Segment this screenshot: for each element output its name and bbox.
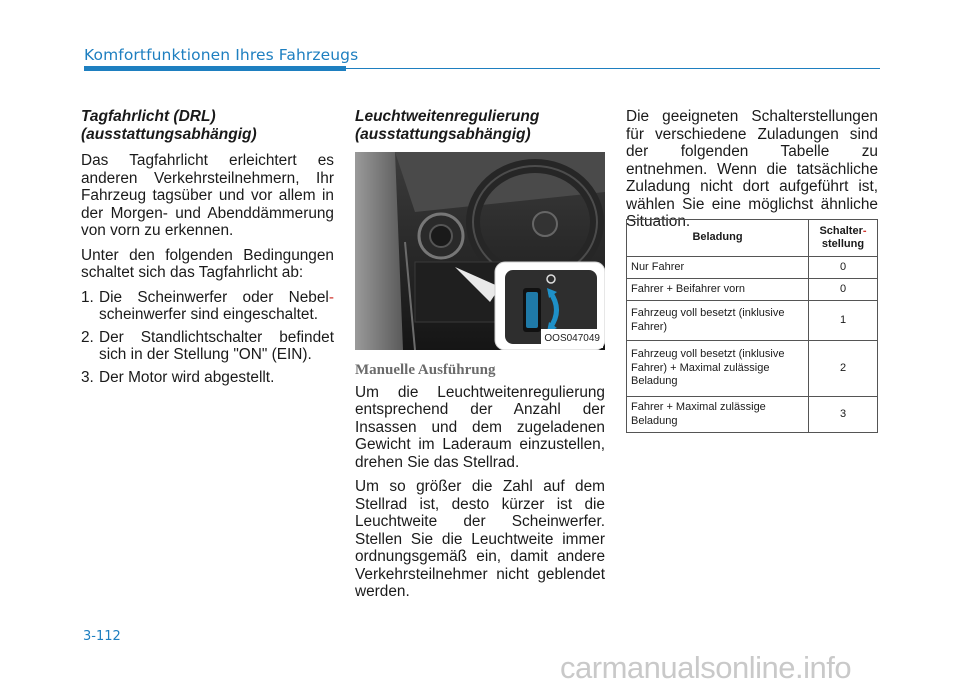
leveling-heading (355, 108, 605, 143)
load-cell: Fahrzeug voll besetzt (inklusive Fahrer) + Maximal zulässige Beladung (627, 341, 809, 397)
load-cell: Fahrzeug voll besetzt (inklusive Fahrer) (627, 301, 809, 341)
table-header-row (627, 220, 878, 257)
leveling-paragraph-2: Um so größer die Zahl auf dem Stellrad ist, desto kürzer ist die Leuchtweite der Scheinwerfer. Stellen Sie die Leuchtweite immer ordnungsgemäß ein, damit andere Verkehrsteilnehmer nicht geblendet werden. (355, 478, 605, 600)
leveling-paragraph-1: Um die Leuchtweitenregulierung entsprechend der Anzahl der Insassen und dem zugeladenen Gewicht im Laderaum einzustellen, drehen Sie das Stellrad. (355, 383, 605, 471)
header-switch-text: Schalter (819, 224, 863, 237)
list-text-cont: scheinwerfer sind eingeschaltet. (99, 306, 319, 323)
column-headlight-leveling (355, 108, 605, 608)
list-number: 1. (81, 288, 94, 306)
leveling-heading-line2: (ausstattungsabhängig) (355, 125, 531, 143)
table-intro-paragraph: Die geeigneten Schalterstellungen für verschiedene Zuladungen sind der folgenden Tabelle zu entnehmen. Wenn die tatsächliche Zuladung nicht dort aufgeführt ist, wählen Sie eine möglichst ähnliche Situation. (626, 108, 878, 230)
header-switch (809, 220, 878, 257)
page-number: 3-112 (83, 629, 121, 644)
value-cell: 2 (809, 341, 878, 397)
value-cell: 1 (809, 301, 878, 341)
load-cell: Fahrer + Maximal zulässige Beladung (627, 397, 809, 433)
list-item (81, 289, 334, 324)
list-number: 2. (81, 328, 94, 346)
list-number: 3. (81, 368, 94, 386)
load-cell: Fahrer + Beifahrer vorn (627, 279, 809, 301)
value-cell: 3 (809, 397, 878, 433)
table-row (627, 301, 878, 341)
drl-paragraph-1: Das Tagfahrlicht erleichtert es anderen Verkehrsteilnehmern, Ihr Fahrzeug tagsüber und vor allem in der Morgen- und Abenddämmerung von vorn zu erkennen. (81, 152, 334, 239)
table-row (627, 341, 878, 397)
watermark: carmanualsonline.info (560, 650, 852, 685)
drl-heading (81, 108, 334, 143)
header-accent-bar (84, 66, 346, 71)
leveling-heading-line1: Leuchtweitenregulierung (355, 108, 540, 125)
manual-subheading: Manuelle Ausführung (355, 362, 496, 378)
value-cell: 0 (809, 257, 878, 279)
drl-conditions-list (81, 289, 334, 387)
list-text: Der Standlichtschalter befindet sich in der Stellung "ON" (EIN). (99, 328, 334, 363)
list-item (81, 329, 334, 364)
header-switch-text-cont: stellung (821, 238, 865, 250)
dashboard-photo (355, 152, 605, 350)
table-row (627, 257, 878, 279)
table-row (627, 279, 878, 301)
table-row (627, 397, 878, 433)
hyphen-mark: - (328, 288, 334, 306)
value-cell: 0 (809, 279, 878, 301)
list-text: Die Scheinwerfer oder Nebel (99, 288, 329, 306)
drl-heading-line1: Tagfahrlicht (DRL) (81, 108, 216, 125)
drl-paragraph-2: Unter den folgenden Bedingungen schaltet sich das Tagfahrlicht ab: (81, 246, 334, 281)
list-text: Der Motor wird abgestellt. (99, 368, 275, 386)
load-switch-table (626, 219, 878, 433)
list-item (81, 369, 334, 387)
load-cell: Nur Fahrer (627, 257, 809, 279)
figure-caption: OOS047049 (541, 329, 603, 349)
hyphen-mark: - (862, 224, 867, 237)
dashboard-illustration (355, 152, 605, 350)
column-drl (81, 108, 334, 391)
header-load: Beladung (627, 220, 809, 257)
header-rule (346, 68, 880, 69)
section-title: Komfortfunktionen Ihres Fahrzeugs (84, 46, 359, 64)
drl-heading-line2: (ausstattungsabhängig) (81, 125, 257, 143)
